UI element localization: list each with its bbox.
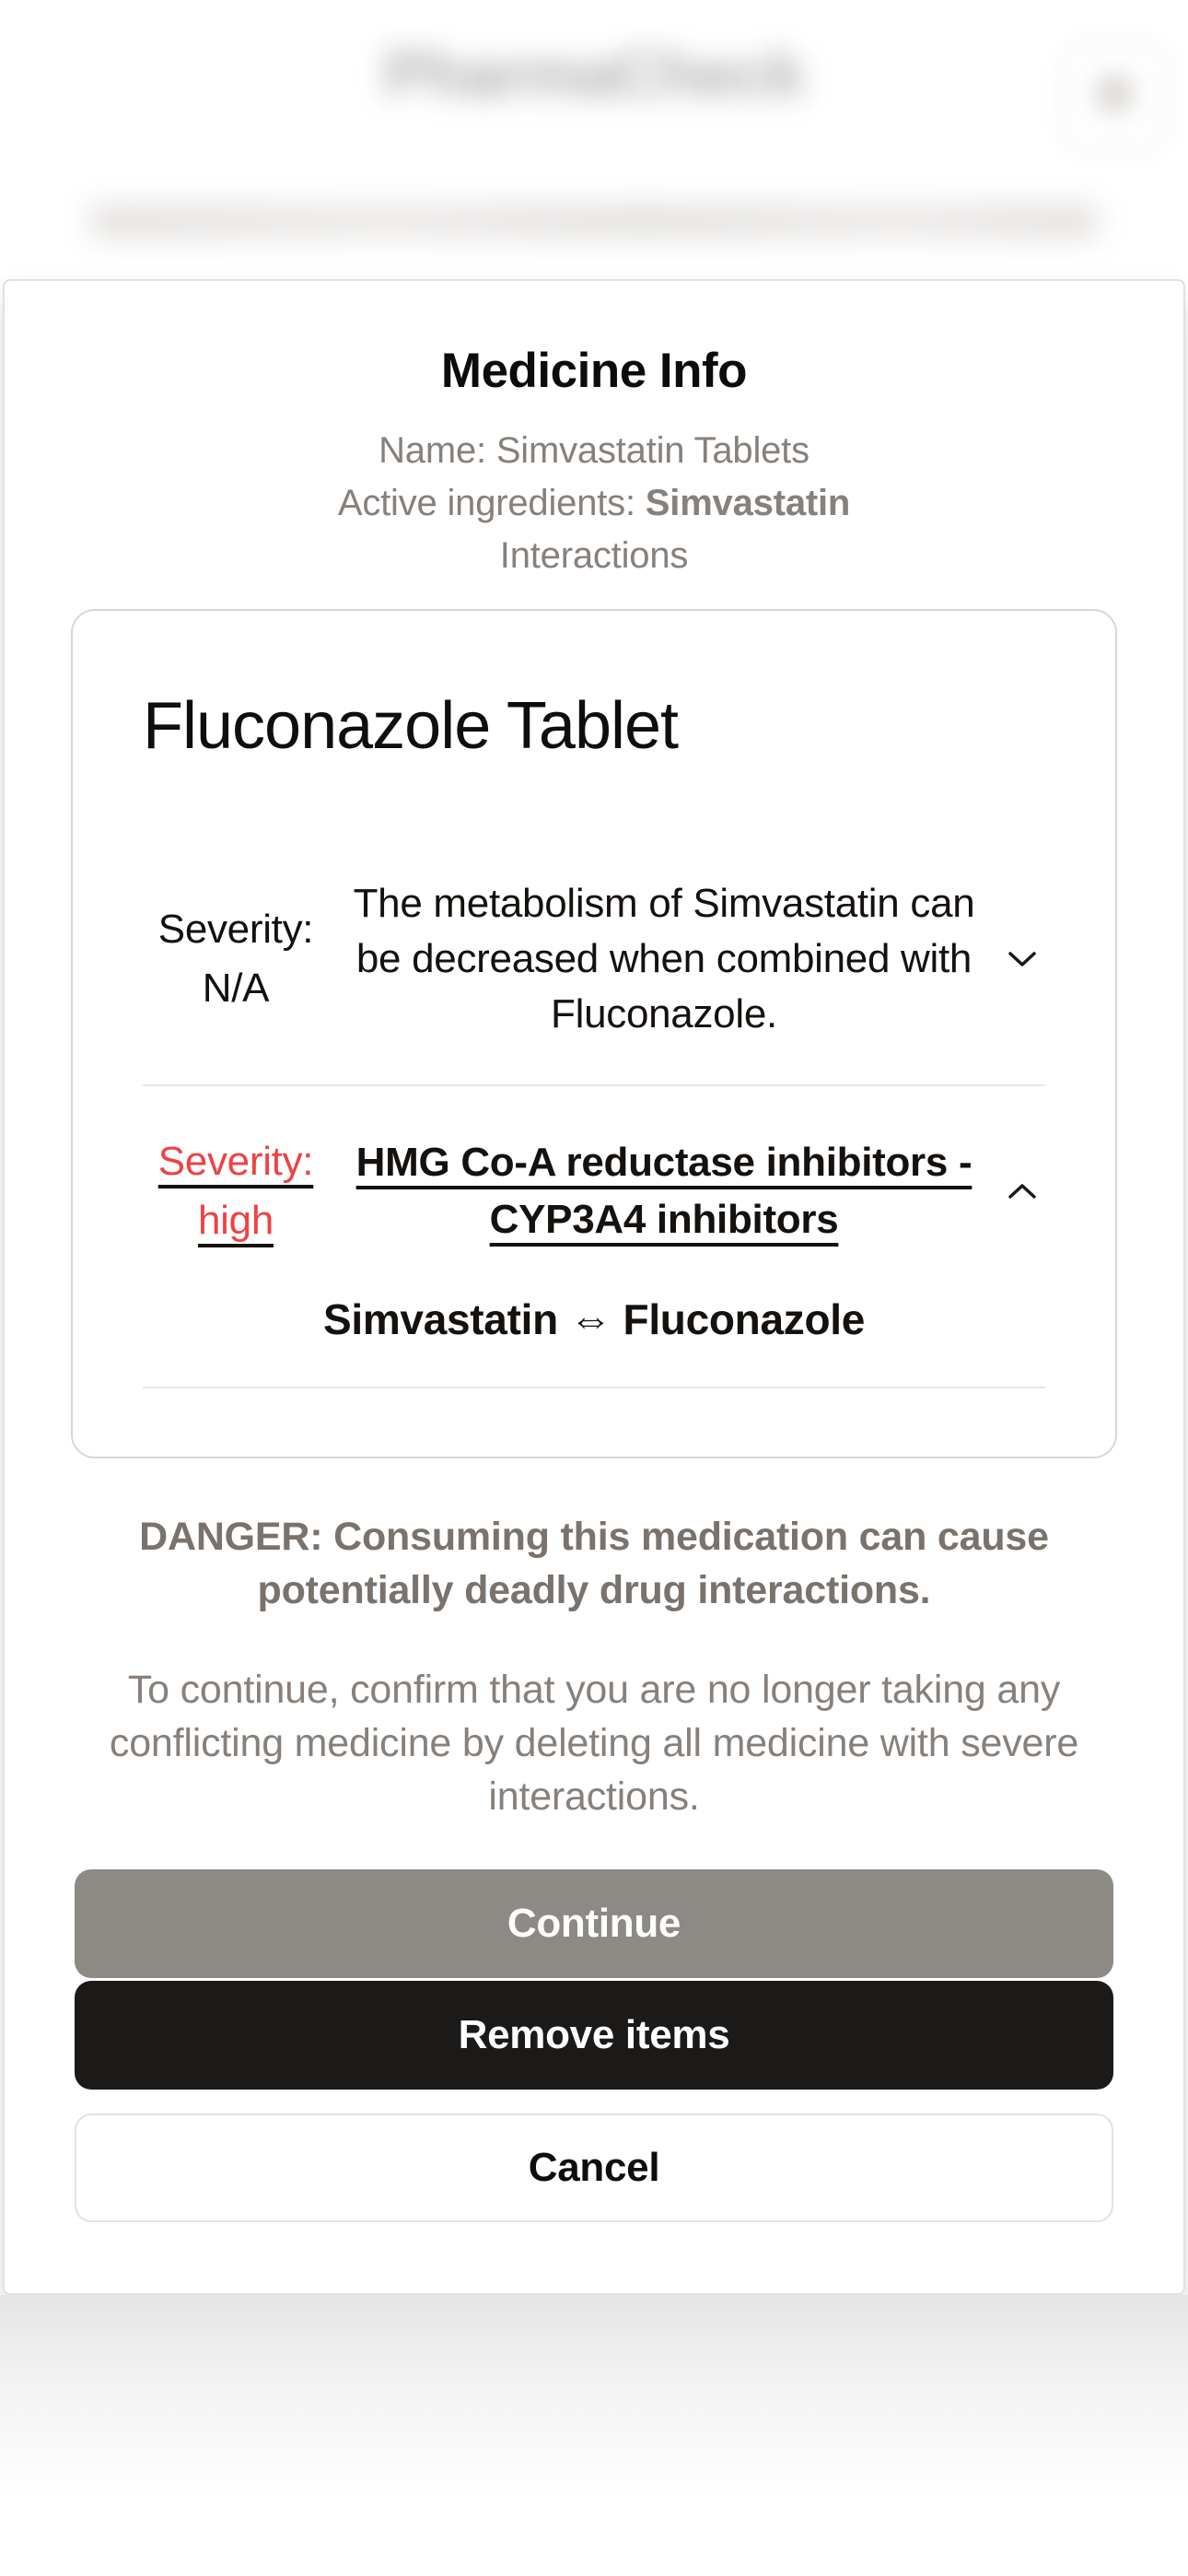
instruction-text: To continue, confirm that you are no longer taking any conflicting medicine by deleting all medicine with severe interactions.: [109, 1668, 1079, 1819]
severity-label: Severity:: [157, 1139, 314, 1184]
medicine-summary: [71, 425, 1117, 582]
divider: [143, 1387, 1045, 1388]
interaction-pair: Simvastatin ⇔ Fluconazole: [322, 1295, 866, 1343]
app-title: PharmaCheck: [384, 38, 804, 110]
medicine-name-line: Name: Simvastatin Tablets: [379, 430, 809, 471]
divider: [143, 1084, 1045, 1086]
interactions-card: [71, 609, 1117, 1458]
cancel-button[interactable]: Cancel: [75, 2113, 1113, 2222]
menu-button-blurred: [1061, 41, 1168, 153]
modal-title: Medicine Info: [440, 344, 748, 398]
continue-button[interactable]: Continue: [75, 1869, 1113, 1978]
app-subtitle-blurred: [87, 205, 1101, 238]
interaction-row-high[interactable]: [139, 1132, 1049, 1250]
interactions-section-label: Interactions: [499, 535, 689, 576]
chevron-up-icon: [1007, 1181, 1038, 1201]
danger-warning-text: DANGER: Consuming this medication can cause potentially deadly drug interactions.: [139, 1515, 1049, 1612]
medicine-info-modal: [3, 279, 1185, 2295]
active-ingredients-line: [71, 477, 1117, 530]
severity-value: N/A: [202, 966, 270, 1011]
medicine-title: Fluconazole Tablet: [143, 689, 679, 763]
collapse-toggle[interactable]: [996, 1181, 1049, 1201]
severity-high: [139, 1132, 332, 1250]
interaction-row-na[interactable]: [139, 876, 1049, 1042]
remove-items-button[interactable]: Remove items: [75, 1981, 1113, 2090]
severity-value: high: [198, 1198, 274, 1243]
interaction-class-link[interactable]: HMG Co-A reductase inhibitors - CYP3A4 inhibitors: [355, 1140, 973, 1242]
active-ingredients-value: Simvastatin: [645, 483, 851, 523]
severity-label: Severity:: [157, 907, 314, 952]
severity-na: [139, 900, 332, 1018]
interaction-description: The metabolism of Simvastatin can be decreased when combined with Fluconazole.: [353, 881, 975, 1036]
chevron-down-icon: [1007, 949, 1038, 969]
expand-toggle[interactable]: [996, 949, 1049, 969]
background-below-modal: [0, 2295, 1188, 2576]
active-ingredients-label: Active ingredients:: [337, 483, 646, 523]
